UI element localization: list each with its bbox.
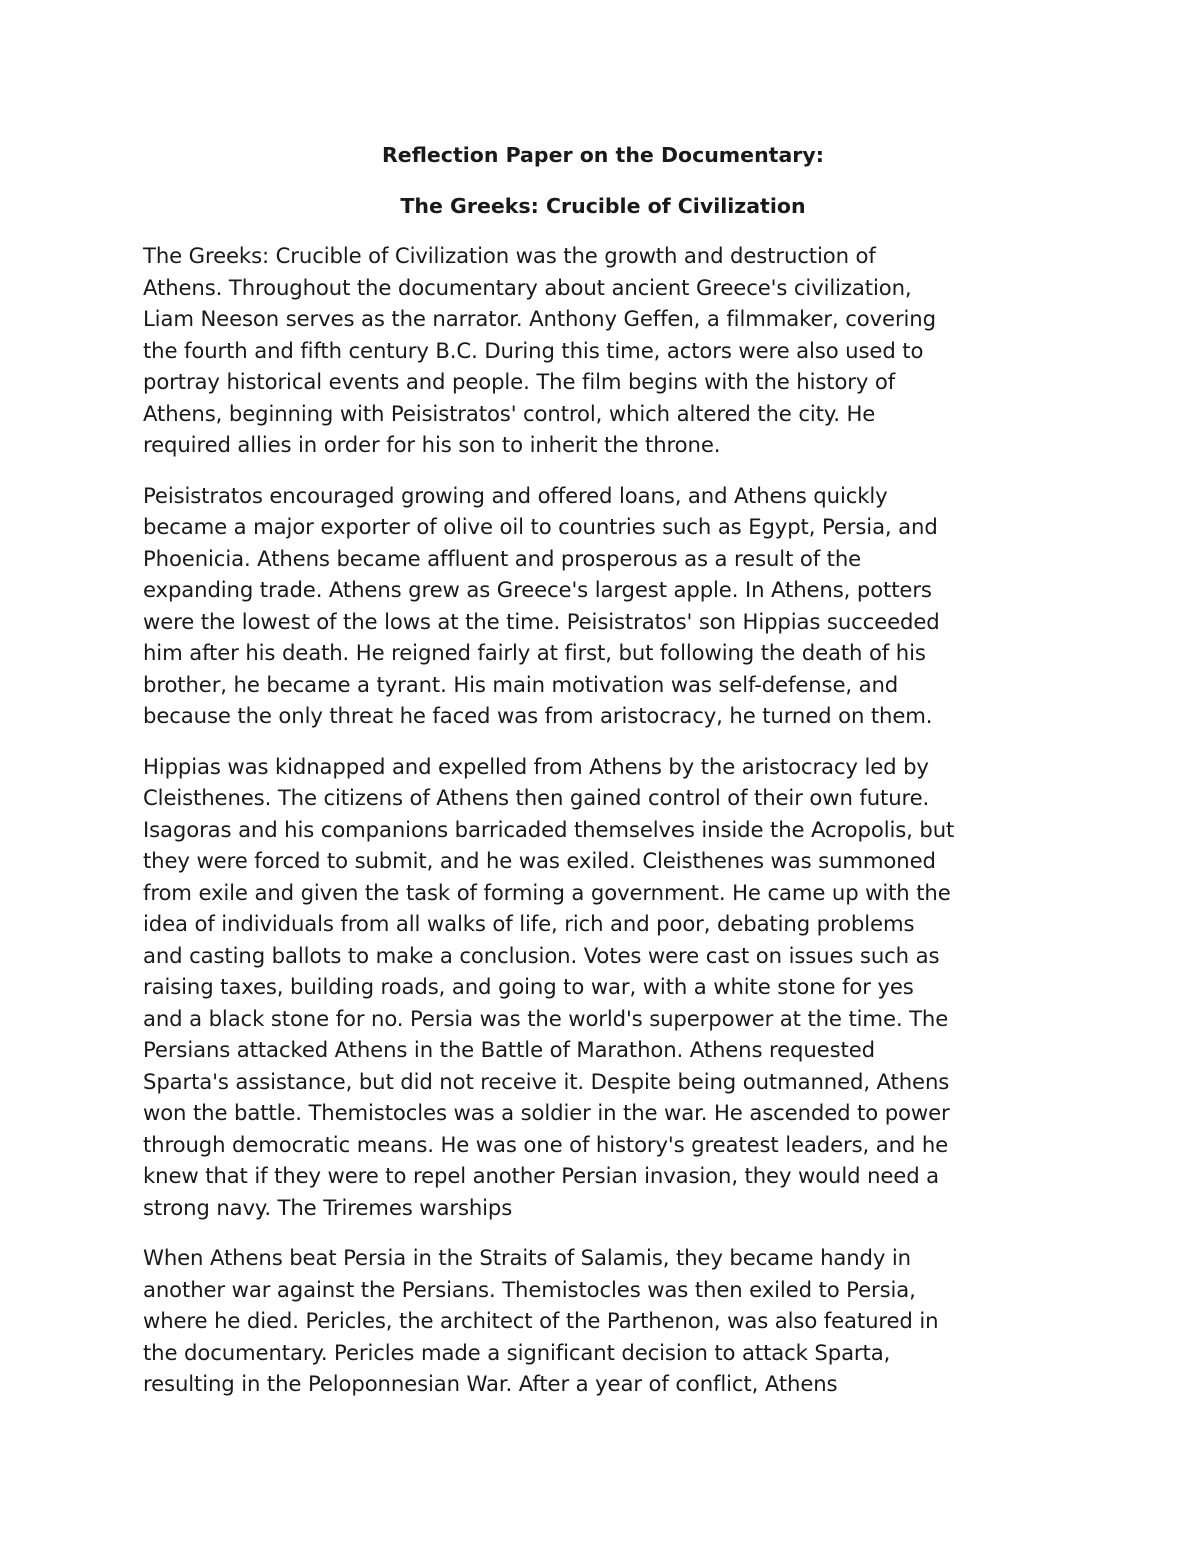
paragraph-line: Isagoras and his companions barricaded themselves inside the Acropolis, but <box>143 816 955 842</box>
paragraph-line: where he died. Pericles, the architect of the Parthenon, was also featured in <box>143 1308 939 1333</box>
paragraph <box>143 240 1063 461</box>
paragraph-line: brother, he became a tyrant. His main motivation was self-defense, and <box>143 671 899 697</box>
paragraph-line: the documentary. Pericles made a significant decision to attack Sparta, <box>143 1339 891 1365</box>
document-title: Reflection Paper on the Documentary: <box>382 143 824 167</box>
paragraph-line: Athens, beginning with Peisistratos' control, which altered the city. He <box>143 400 876 426</box>
paragraph-line: required allies in order for his son to inherit the throne. <box>143 432 721 457</box>
paragraph-line: Peisistratos encouraged growing and offered loans, and Athens quickly <box>143 482 888 508</box>
paragraph-line: him after his death. He reigned fairly at first, but following the death of his <box>143 640 926 665</box>
paragraph-line: idea of individuals from all walks of life, rich and poor, debating problems <box>143 911 915 936</box>
paragraph-line: When Athens beat Persia in the Straits of Salamis, they became handy in <box>143 1245 911 1270</box>
document-body <box>143 240 1063 1400</box>
paragraph-line: Liam Neeson serves as the narrator. Anthony Geffen, a filmmaker, covering <box>143 306 936 331</box>
paragraph-line: won the battle. Themistocles was a soldier in the war. He ascended to power <box>143 1100 950 1125</box>
paragraph-line: from exile and given the task of forming a government. He came up with the <box>143 879 951 905</box>
paragraph-line: Persians attacked Athens in the Battle of Marathon. Athens requested <box>143 1037 875 1062</box>
paragraph-line: and casting ballots to make a conclusion. Votes were cast on issues such as <box>143 942 940 968</box>
paragraph-line: they were forced to submit, and he was exiled. Cleisthenes was summoned <box>143 848 936 873</box>
paragraph <box>143 480 1063 732</box>
paragraph-line: expanding trade. Athens grew as Greece's largest apple. In Athens, potters <box>143 577 932 602</box>
paragraph-line: and a black stone for no. Persia was the world's superpower at the time. The <box>143 1005 949 1031</box>
paragraph-line: resulting in the Peloponnesian War. After a year of conflict, Athens <box>143 1371 838 1396</box>
paragraph-line: knew that if they were to repel another Persian invasion, they would need a <box>143 1163 940 1188</box>
paragraph-line: became a major exporter of olive oil to countries such as Egypt, Persia, and <box>143 514 938 539</box>
paragraph <box>143 751 1063 1224</box>
paragraph-line: Cleisthenes. The citizens of Athens then gained control of their own future. <box>143 785 930 810</box>
paragraph-line: The Greeks: Crucible of Civilization was the growth and destruction of <box>143 243 876 268</box>
paragraph <box>143 1242 1063 1400</box>
document-content <box>143 140 1063 1419</box>
paragraph-line: were the lowest of the lows at the time. Peisistratos' son Hippias succeeded <box>143 608 940 634</box>
paragraph-line: Hippias was kidnapped and expelled from Athens by the aristocracy led by <box>143 753 929 779</box>
document-subtitle: The Greeks: Crucible of Civilization <box>400 193 806 218</box>
paragraph-line: Sparta's assistance, but did not receive it. Despite being outmanned, Athens <box>143 1068 950 1094</box>
paragraph-line: because the only threat he faced was from aristocracy, he turned on them. <box>143 703 933 728</box>
paragraph-line: through democratic means. He was one of history's greatest leaders, and he <box>143 1131 949 1157</box>
paragraph-line: the fourth and fifth century B.C. During this time, actors were also used to <box>143 337 924 363</box>
paragraph-line: another war against the Persians. Themistocles was then exiled to Persia, <box>143 1276 916 1302</box>
paragraph-line: portray historical events and people. The film begins with the history of <box>143 369 896 394</box>
paragraph-line: Phoenicia. Athens became affluent and prosperous as a result of the <box>143 545 862 571</box>
paragraph-line: strong navy. The Triremes warships <box>143 1194 513 1220</box>
paragraph-line: raising taxes, building roads, and going to war, with a white stone for yes <box>143 974 914 999</box>
paragraph-line: Athens. Throughout the documentary about ancient Greece's civilization, <box>143 274 912 300</box>
